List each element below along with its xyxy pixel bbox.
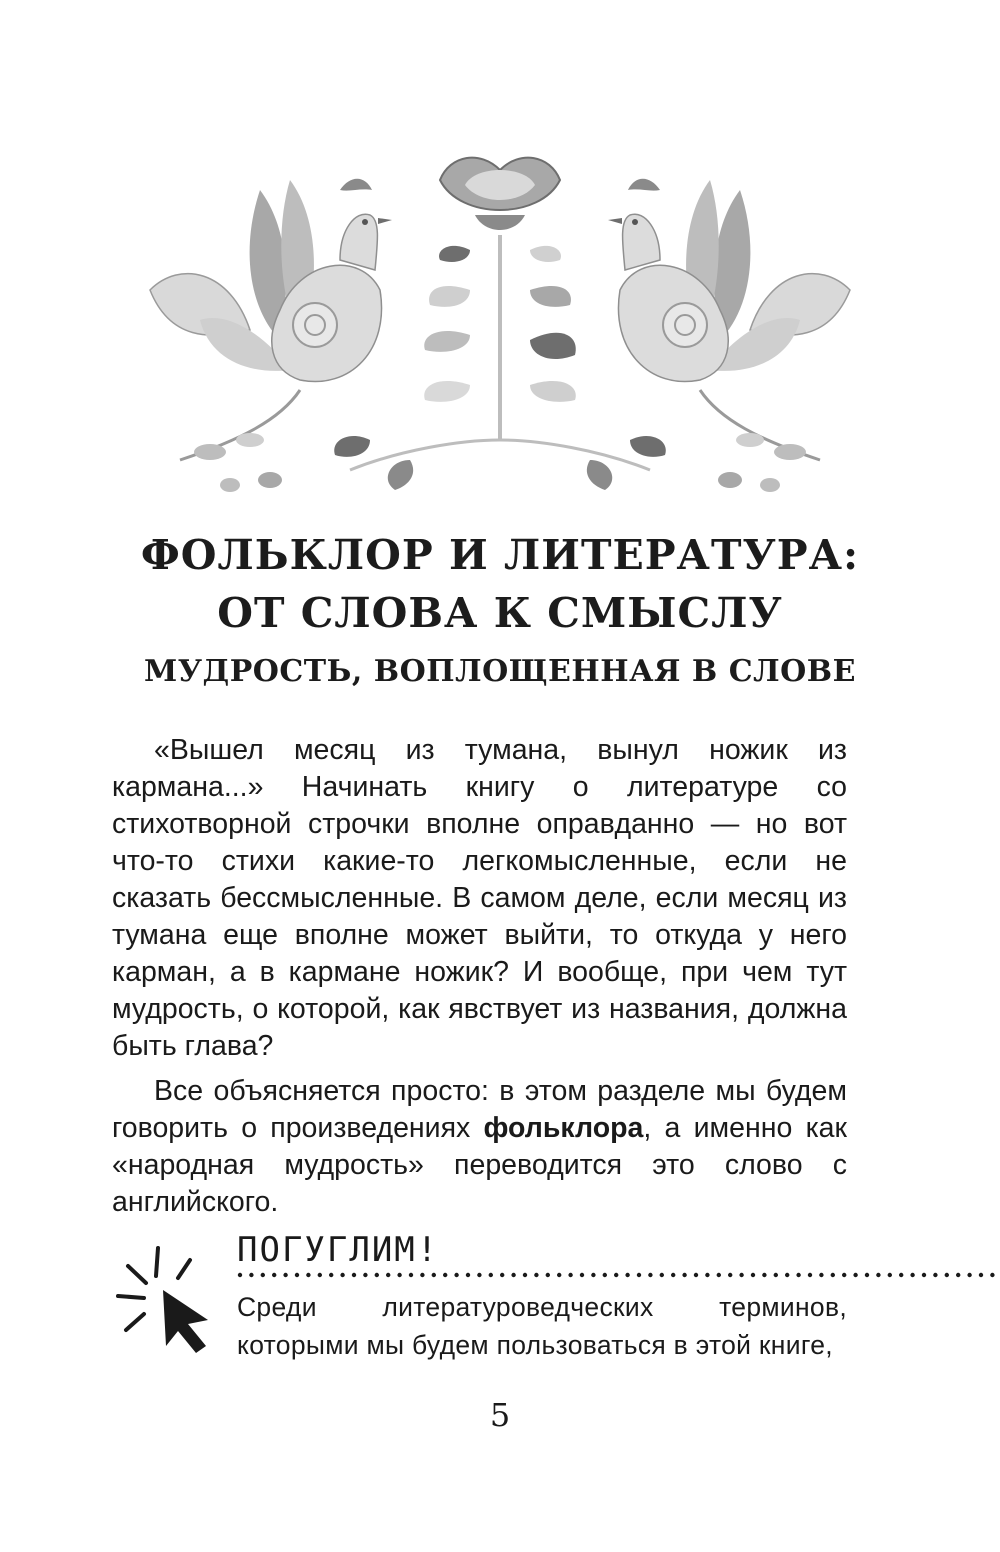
dotted-divider	[237, 1270, 1000, 1280]
divider-dot	[762, 1273, 766, 1277]
divider-dot	[842, 1273, 846, 1277]
google-box-text	[237, 1288, 847, 1364]
body-text	[112, 732, 847, 1229]
divider-dot	[352, 1273, 356, 1277]
divider-dot	[660, 1273, 664, 1277]
divider-dot	[694, 1273, 698, 1277]
divider-dot	[318, 1273, 322, 1277]
divider-dot	[990, 1273, 994, 1277]
divider-dot	[546, 1273, 550, 1277]
divider-dot	[397, 1273, 401, 1277]
divider-dot	[454, 1273, 458, 1277]
divider-dot	[477, 1273, 481, 1277]
divider-dot	[945, 1273, 949, 1277]
divider-dot	[979, 1273, 983, 1277]
folk-ornament-illustration	[140, 140, 860, 510]
divider-dot	[625, 1273, 629, 1277]
divider-dot	[523, 1273, 527, 1277]
cursor-click-icon	[108, 1238, 218, 1358]
divider-dot	[808, 1273, 812, 1277]
central-flower	[334, 158, 666, 490]
divider-dot	[785, 1273, 789, 1277]
divider-dot	[443, 1273, 447, 1277]
google-box-paragraph: Среди литературоведческих терминов, которыми мы будем пользоваться в этой книге,	[237, 1292, 847, 1360]
divider-dot	[568, 1273, 572, 1277]
divider-dot	[888, 1273, 892, 1277]
divider-dot	[363, 1273, 367, 1277]
divider-dot	[671, 1273, 675, 1277]
divider-dot	[648, 1273, 652, 1277]
page-number: 5	[489, 1396, 511, 1434]
divider-dot	[238, 1273, 242, 1277]
paragraph-text: , а именно как «народная мудрость» переводится это слово с английского.	[112, 1112, 847, 1218]
divider-dot	[956, 1273, 960, 1277]
bold-term: фольклора	[483, 1112, 644, 1144]
divider-dot	[386, 1273, 390, 1277]
divider-dot	[329, 1273, 333, 1277]
divider-dot	[910, 1273, 914, 1277]
divider-dot	[774, 1273, 778, 1277]
divider-dot	[511, 1273, 515, 1277]
chapter-title-line2: ОТ СЛОВА К СМЫСЛУ	[217, 589, 783, 637]
divider-dot	[614, 1273, 618, 1277]
divider-dot	[420, 1273, 424, 1277]
divider-dot	[375, 1273, 379, 1277]
divider-dot	[306, 1273, 310, 1277]
divider-dot	[796, 1273, 800, 1277]
divider-dot	[922, 1273, 926, 1277]
divider-dot	[340, 1273, 344, 1277]
divider-dot	[705, 1273, 709, 1277]
divider-dot	[739, 1273, 743, 1277]
divider-dot	[409, 1273, 413, 1277]
divider-dot	[682, 1273, 686, 1277]
divider-dot	[283, 1273, 287, 1277]
section-subtitle: МУДРОСТЬ, ВОПЛОЩЕННАЯ В СЛОВЕ	[144, 654, 856, 689]
divider-dot	[751, 1273, 755, 1277]
divider-dot	[831, 1273, 835, 1277]
divider-dot	[489, 1273, 493, 1277]
divider-dot	[591, 1273, 595, 1277]
chapter-title-line1: ФОЛЬКЛОР И ЛИТЕРАТУРА:	[140, 531, 860, 579]
divider-dot	[717, 1273, 721, 1277]
divider-dot	[603, 1273, 607, 1277]
divider-dot	[249, 1273, 253, 1277]
paragraph: «Вышел месяц из тумана, вынул ножик из кармана...» Начинать книгу о литературе со стихотворной строчки вполне оправданно — но вот что-то стихи какие-то легкомысленные, если не сказать бессмысленные. В самом деле, если месяц из тумана еще вполне может выйти, то откуда у него карман, а в кармане ножик? И вообще, при чем тут мудрость, о которой, как явствует из названия, должна быть глава?	[112, 734, 847, 1062]
divider-dot	[272, 1273, 276, 1277]
paragraph-text: Все объясняется просто: в этом разделе мы будем говорить о произведениях	[112, 1075, 847, 1144]
divider-dot	[853, 1273, 857, 1277]
divider-dot	[432, 1273, 436, 1277]
divider-dot	[466, 1273, 470, 1277]
divider-dot	[295, 1273, 299, 1277]
divider-dot	[899, 1273, 903, 1277]
divider-dot	[967, 1273, 971, 1277]
divider-dot	[819, 1273, 823, 1277]
divider-dot	[534, 1273, 538, 1277]
divider-dot	[933, 1273, 937, 1277]
divider-dot	[580, 1273, 584, 1277]
google-box-title: ПОГУГЛИМ!	[237, 1230, 440, 1270]
divider-dot	[865, 1273, 869, 1277]
divider-dot	[728, 1273, 732, 1277]
paragraph	[112, 1073, 847, 1221]
divider-dot	[261, 1273, 265, 1277]
divider-dot	[876, 1273, 880, 1277]
divider-dot	[557, 1273, 561, 1277]
divider-dot	[500, 1273, 504, 1277]
divider-dot	[637, 1273, 641, 1277]
